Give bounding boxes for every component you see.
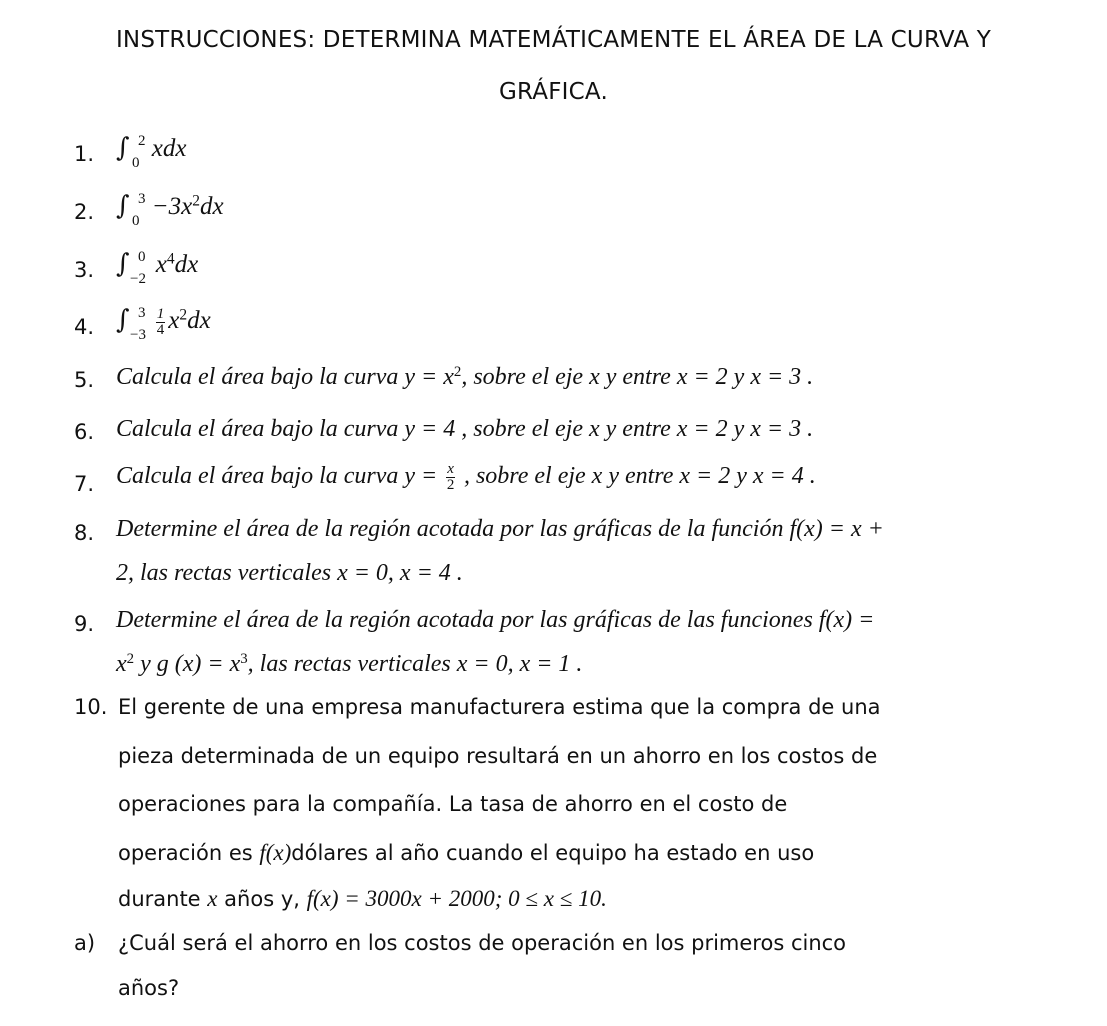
sub-question-a-line1: ¿Cuál será el ahorro en los costos de operación en los primeros cinco xyxy=(118,931,847,955)
item-number-8: 8. xyxy=(74,521,95,545)
item-number-3: 3. xyxy=(74,258,95,282)
sub-question-a-line2: años? xyxy=(118,976,180,1000)
sub-question-label-a: a) xyxy=(74,931,96,955)
problem-7: Calcula el área bajo la curva y = $\frac{x}{2}$ , sobre el eje x y entre x = 2 y x = 4 . xyxy=(116,461,816,493)
integral-4: ∫ 3 −3 $\frac{1}{4}$ $x^2dx$ xyxy=(116,305,211,343)
integral-1: ∫ 2 0 xdx xyxy=(116,133,187,171)
problem-10-line2: pieza determinada de un equipo resultará en un ahorro en los costos de xyxy=(118,744,878,768)
integral-2: ∫ 3 0 $-3x^2dx$ xyxy=(116,191,224,229)
item-number-6: 6. xyxy=(74,420,95,444)
item-number-1: 1. xyxy=(74,142,95,166)
problem-8-line2: 2, las rectas verticales x = 0, x = 4 . xyxy=(116,560,463,586)
instructions-title-line1: INSTRUCCIONES: DETERMINA MATEMÁTICAMENTE EL ÁREA DE LA CURVA Y xyxy=(115,27,992,53)
instructions-title-line2: GRÁFICA. xyxy=(499,79,608,105)
item-number-4: 4. xyxy=(74,315,95,339)
item-number-2: 2. xyxy=(74,200,95,224)
integral-3: ∫ 0 −2 $x^4dx$ xyxy=(116,249,199,287)
item-number-10: 10. xyxy=(74,695,108,719)
problem-10-line3: operaciones para la compañía. La tasa de ahorro en el costo de xyxy=(118,792,788,816)
problem-10-line4: operación es f(x)dólares al año cuando el equipo ha estado en uso xyxy=(118,840,815,865)
problem-10-line5: durante x años y, f(x) = 3000x + 2000; 0 ≤ x ≤ 10. xyxy=(118,886,607,911)
item-number-9: 9. xyxy=(74,612,95,636)
item-number-5: 5. xyxy=(74,368,95,392)
problem-6: Calcula el área bajo la curva y = 4 , sobre el eje x y entre x = 2 y x = 3 . xyxy=(116,416,814,442)
item-number-7: 7. xyxy=(74,472,95,496)
problem-9-line1: Determine el área de la región acotada por las gráficas de las funciones f(x) = xyxy=(116,607,875,633)
problem-5: Calcula el área bajo la curva $y = x^2$, sobre el eje x y entre x = 2 y x = 3 . xyxy=(116,363,814,390)
problem-9-line2: $x^2$ y g $(x) = x^3$, las rectas verticales x = 0, x = 1 . xyxy=(116,650,583,677)
problem-8-line1: Determine el área de la región acotada por las gráficas de la función f(x) = x + xyxy=(116,516,884,542)
problem-10-line1: El gerente de una empresa manufacturera estima que la compra de una xyxy=(118,695,881,719)
